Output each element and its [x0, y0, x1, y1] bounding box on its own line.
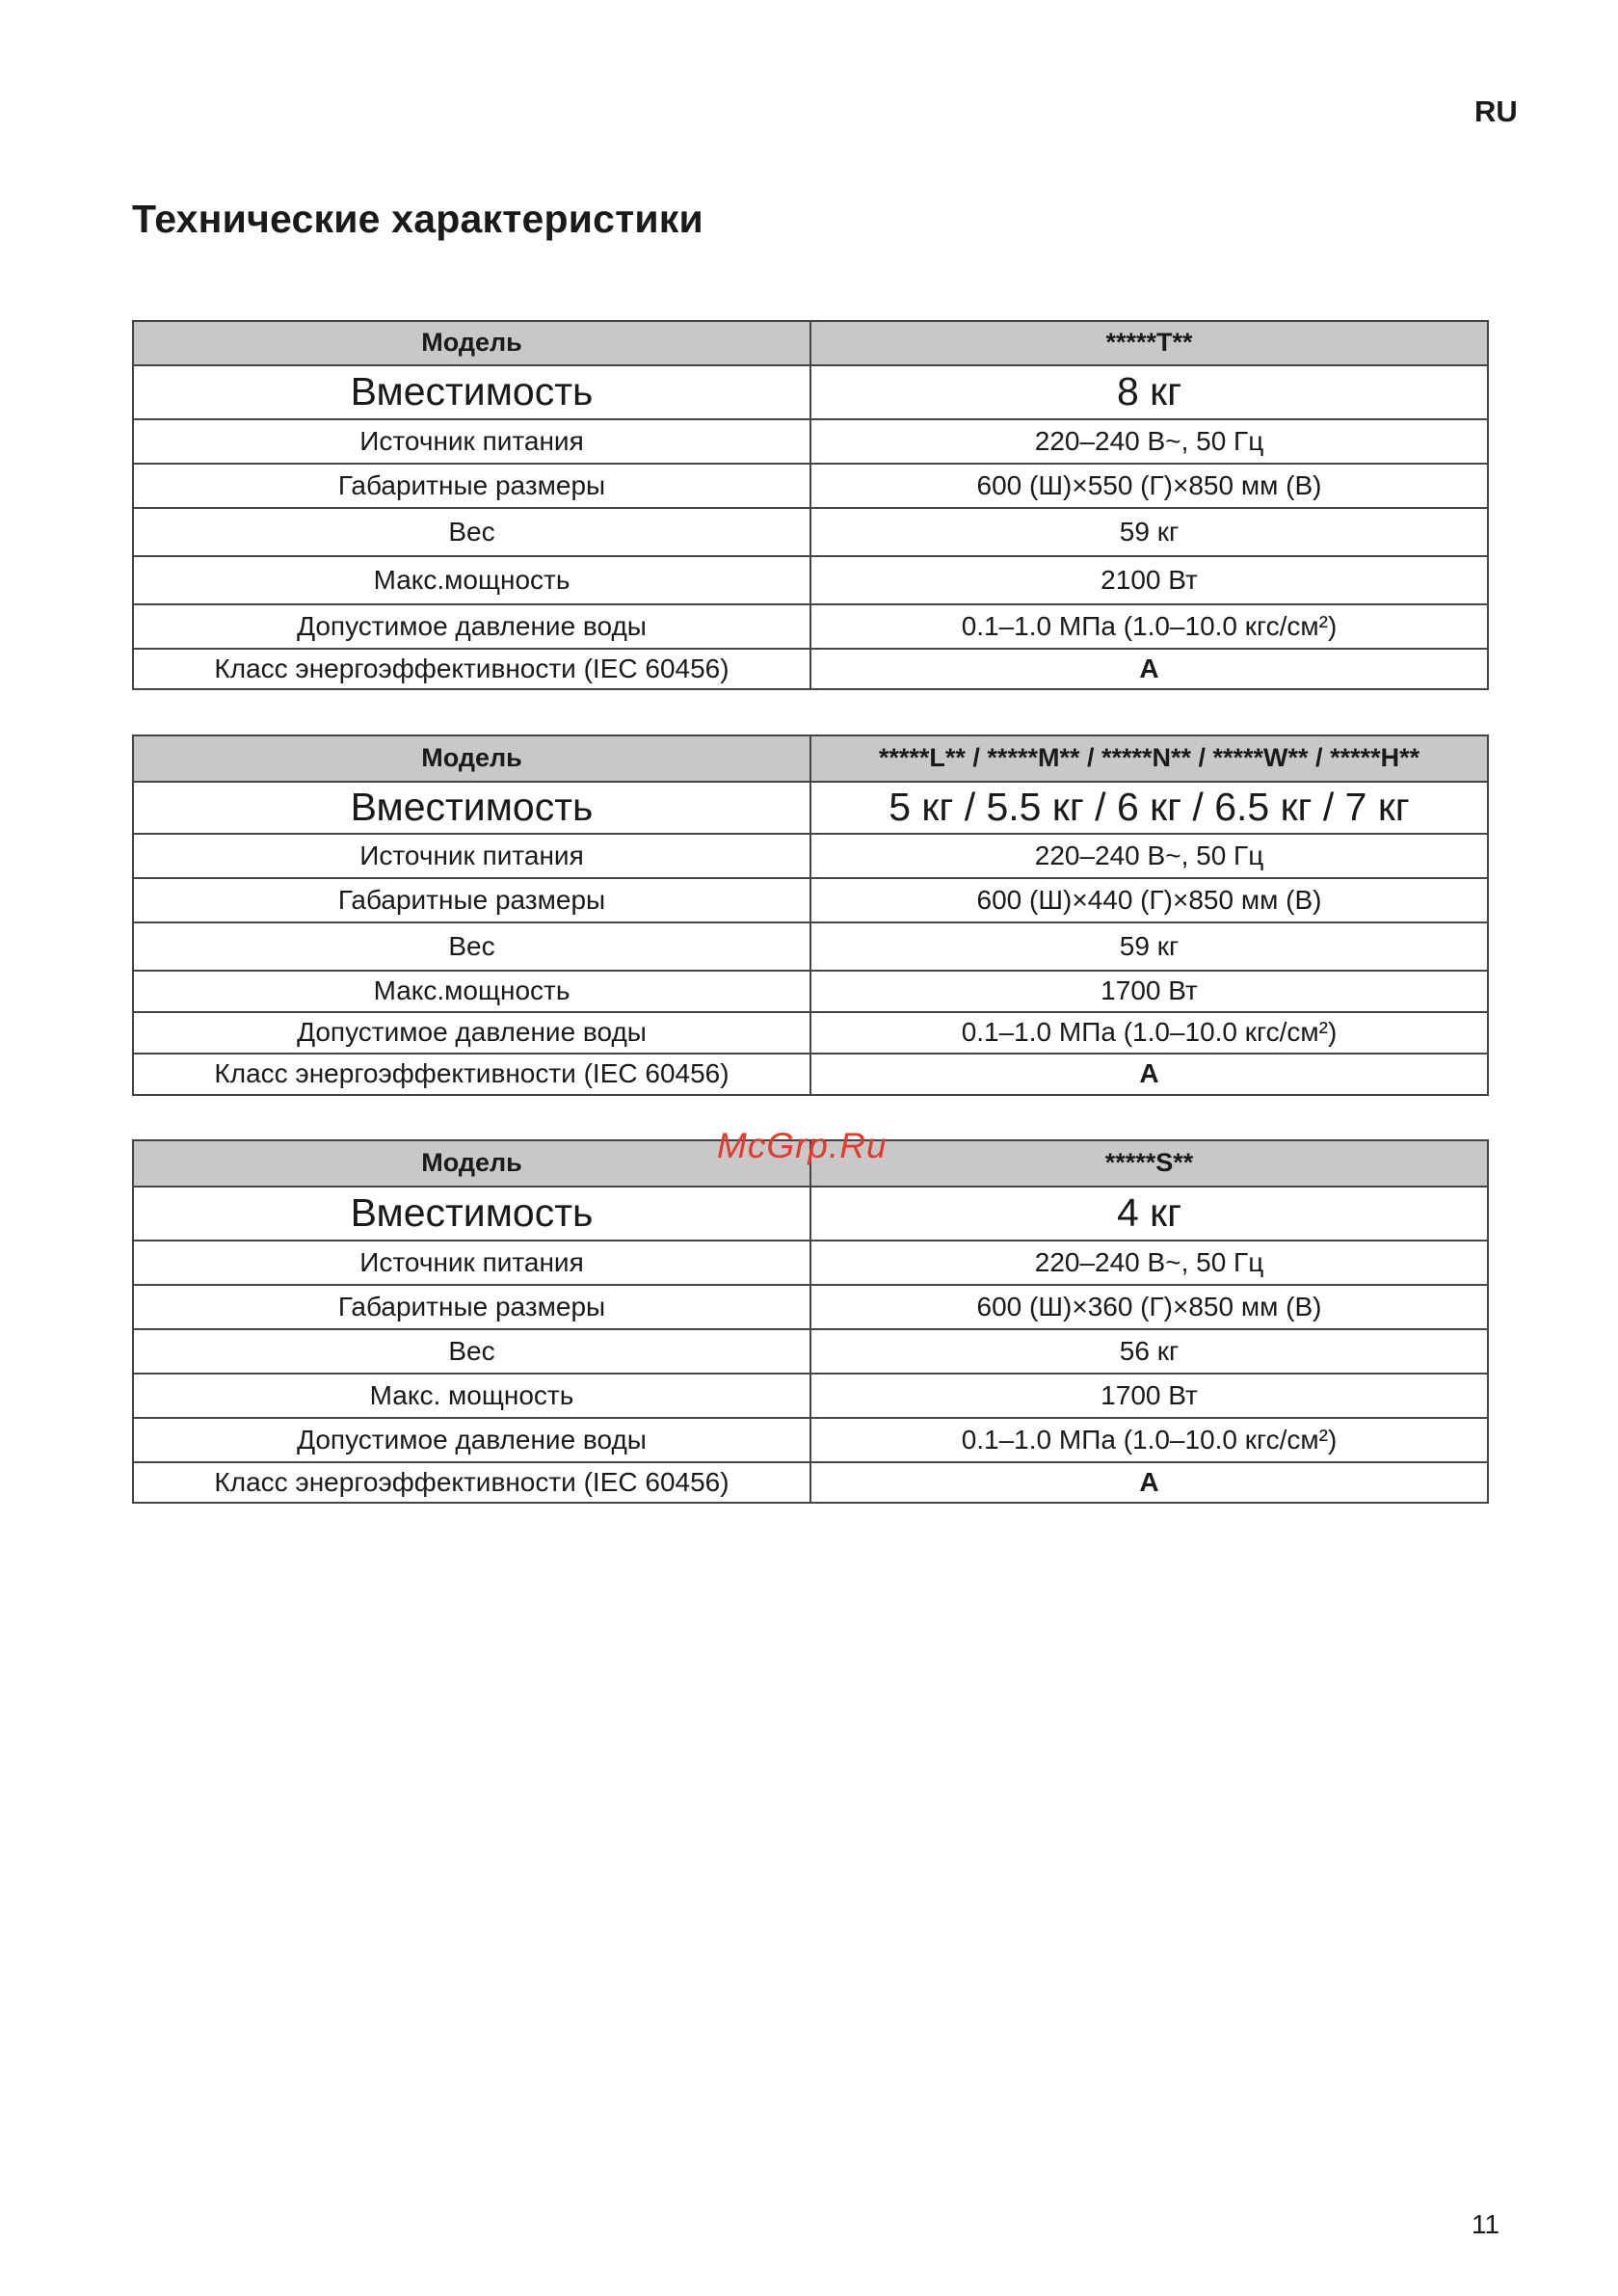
capacity-row: [133, 782, 1488, 834]
model-row: [133, 321, 1488, 365]
dims-row: [133, 1285, 1488, 1329]
maxpower-value: 1700 Вт: [810, 971, 1488, 1012]
power-row: [133, 419, 1488, 464]
maxpower-value: 2100 Вт: [810, 556, 1488, 604]
power-label: Источник питания: [133, 419, 810, 464]
spec-table-1: [132, 320, 1489, 690]
maxpower-value: 1700 Вт: [810, 1374, 1488, 1418]
weight-row: [133, 922, 1488, 971]
maxpower-label: Макс. мощность: [133, 1374, 810, 1418]
model-label: Модель: [133, 735, 810, 782]
power-label: Источник питания: [133, 834, 810, 878]
energy-label: Класс энергоэффективности (IEC 60456): [133, 1054, 810, 1095]
energy-value: A: [810, 649, 1488, 689]
energy-row: [133, 1462, 1488, 1503]
power-value: 220–240 В~, 50 Гц: [810, 419, 1488, 464]
dims-label: Габаритные размеры: [133, 878, 810, 922]
capacity-label: Вместимость: [133, 1187, 810, 1241]
power-label: Источник питания: [133, 1241, 810, 1285]
capacity-row: [133, 365, 1488, 419]
maxpower-row: [133, 556, 1488, 604]
weight-row: [133, 508, 1488, 556]
power-row: [133, 1241, 1488, 1285]
dims-row: [133, 878, 1488, 922]
capacity-row: [133, 1187, 1488, 1241]
pressure-row: [133, 604, 1488, 649]
dims-value: 600 (Ш)×440 (Г)×850 мм (В): [810, 878, 1488, 922]
weight-value: 56 кг: [810, 1329, 1488, 1374]
weight-label: Вес: [133, 1329, 810, 1374]
model-label: Модель: [133, 1140, 810, 1187]
maxpower-label: Макс.мощность: [133, 971, 810, 1012]
capacity-value: 4 кг: [810, 1187, 1488, 1241]
model-label: Модель: [133, 321, 810, 365]
model-value: *****T**: [810, 321, 1488, 365]
capacity-label: Вместимость: [133, 782, 810, 834]
maxpower-row: [133, 971, 1488, 1012]
pressure-row: [133, 1418, 1488, 1462]
power-value: 220–240 В~, 50 Гц: [810, 834, 1488, 878]
energy-value: A: [810, 1054, 1488, 1095]
watermark-text: McGrp.Ru: [717, 1126, 888, 1165]
page-title: Технические характеристики: [132, 197, 703, 241]
spec-table-3: [132, 1139, 1489, 1504]
energy-row: [133, 1054, 1488, 1095]
language-code: RU: [1474, 94, 1518, 128]
pressure-value: 0.1–1.0 МПа (1.0–10.0 кгс/см²): [810, 1012, 1488, 1054]
weight-value: 59 кг: [810, 922, 1488, 971]
capacity-value: 5 кг / 5.5 кг / 6 кг / 6.5 кг / 7 кг: [810, 782, 1488, 834]
energy-row: [133, 649, 1488, 689]
model-row: [133, 735, 1488, 782]
pressure-value: 0.1–1.0 МПа (1.0–10.0 кгс/см²): [810, 604, 1488, 649]
capacity-value: 8 кг: [810, 365, 1488, 419]
model-value: *****S**: [810, 1140, 1488, 1187]
power-row: [133, 834, 1488, 878]
weight-label: Вес: [133, 508, 810, 556]
dims-value: 600 (Ш)×550 (Г)×850 мм (В): [810, 464, 1488, 508]
pressure-label: Допустимое давление воды: [133, 1418, 810, 1462]
page-number: 11: [1472, 2209, 1500, 2239]
dims-label: Габаритные размеры: [133, 464, 810, 508]
dims-label: Габаритные размеры: [133, 1285, 810, 1329]
weight-label: Вес: [133, 922, 810, 971]
weight-row: [133, 1329, 1488, 1374]
pressure-row: [133, 1012, 1488, 1054]
dims-row: [133, 464, 1488, 508]
pressure-label: Допустимое давление воды: [133, 604, 810, 649]
energy-value: A: [810, 1462, 1488, 1503]
spec-table-2: [132, 734, 1489, 1096]
maxpower-row: [133, 1374, 1488, 1418]
capacity-label: Вместимость: [133, 365, 810, 419]
dims-value: 600 (Ш)×360 (Г)×850 мм (В): [810, 1285, 1488, 1329]
power-value: 220–240 В~, 50 Гц: [810, 1241, 1488, 1285]
weight-value: 59 кг: [810, 508, 1488, 556]
pressure-value: 0.1–1.0 МПа (1.0–10.0 кгс/см²): [810, 1418, 1488, 1462]
maxpower-label: Макс.мощность: [133, 556, 810, 604]
model-value: *****L** / *****M** / *****N** / *****W** / *****H**: [810, 735, 1488, 782]
energy-label: Класс энергоэффективности (IEC 60456): [133, 649, 810, 689]
energy-label: Класс энергоэффективности (IEC 60456): [133, 1462, 810, 1503]
pressure-label: Допустимое давление воды: [133, 1012, 810, 1054]
